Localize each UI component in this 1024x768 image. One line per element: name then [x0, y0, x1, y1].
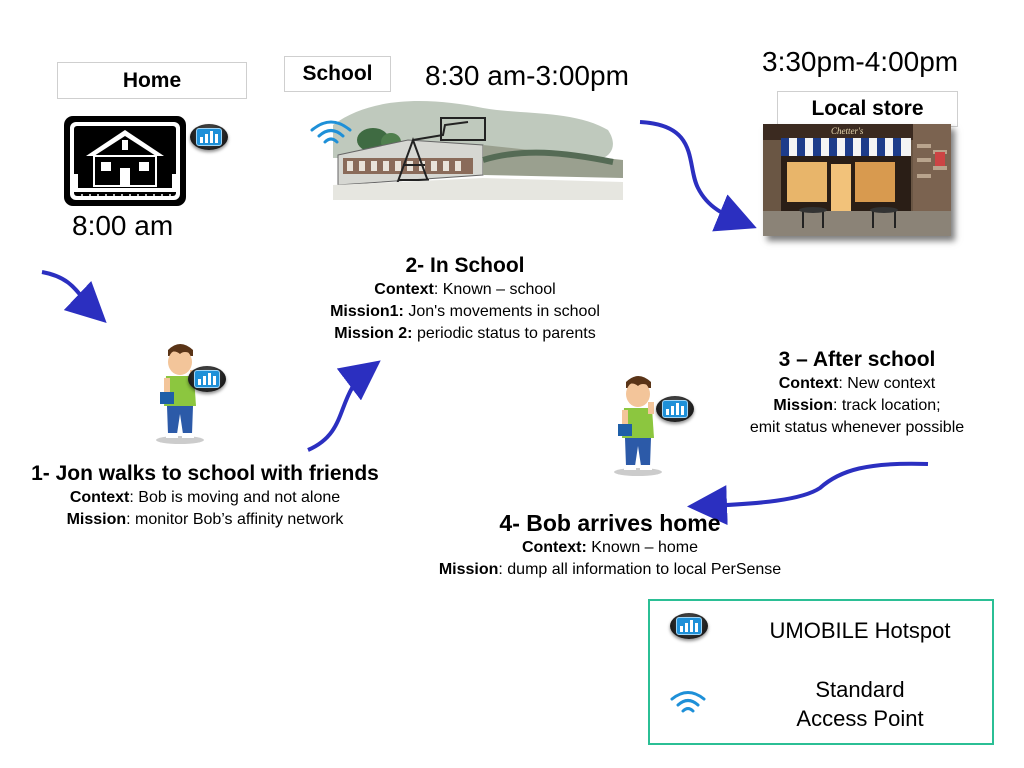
step-1 — [30, 460, 380, 531]
step-2 — [290, 252, 640, 345]
boy-icon — [608, 372, 668, 476]
home-time: 8:00 am — [72, 210, 174, 241]
arrow-school-to-store — [640, 122, 742, 222]
umobile-hotspot-icon — [670, 613, 708, 639]
legend-hotspot-label: UMOBILE Hotspot — [769, 618, 951, 643]
legend-ap-label: Standard Access Point — [796, 677, 924, 731]
umobile-hotspot-icon — [188, 366, 226, 392]
boy-icon — [150, 340, 210, 444]
step-4 — [400, 510, 820, 581]
umobile-hotspot-icon — [656, 396, 694, 422]
legend — [648, 599, 994, 745]
house-icon — [64, 116, 186, 206]
store-label: Local store — [777, 91, 958, 127]
arrow-walk-to-school — [308, 370, 368, 450]
step-line: emit status whenever possible — [749, 419, 965, 436]
step-line: Context: Known – school — [374, 281, 556, 298]
step-line: Context: Known – home — [521, 539, 699, 556]
arrow-home-to-walk — [42, 272, 95, 312]
school-building-icon — [333, 100, 623, 200]
school-time: 8:30 am-3:00pm — [425, 60, 629, 91]
step-title: 2- In School — [405, 254, 525, 277]
store-photo — [763, 124, 951, 236]
step-line: Mission 2: periodic status to parents — [334, 325, 596, 342]
step-line: Mission1: Jon's movements in school — [330, 303, 600, 320]
store-time: 3:30pm-4:00pm — [762, 46, 959, 77]
store-sign: Chetter's — [831, 126, 864, 136]
arrow-store-to-home — [703, 464, 928, 506]
step-title: 3 – After school — [778, 348, 936, 371]
step-line: Context: New context — [778, 375, 936, 392]
step-line: Context: Bob is moving and not alone — [69, 489, 341, 506]
step-line: Mission: dump all information to local PerSense — [438, 561, 782, 578]
umobile-hotspot-icon — [190, 124, 228, 150]
home-label: Home — [57, 62, 247, 99]
step-line: Mission: monitor Bob’s affinity network — [66, 511, 344, 528]
step-title: 4- Bob arrives home — [499, 510, 721, 536]
school-label: School — [284, 56, 391, 92]
step-line: Mission: track location; — [773, 397, 941, 414]
wifi-icon — [308, 118, 354, 148]
step-title: 1- Jon walks to school with friends — [31, 462, 379, 485]
step-3 — [712, 346, 1002, 439]
wifi-icon — [668, 689, 708, 717]
